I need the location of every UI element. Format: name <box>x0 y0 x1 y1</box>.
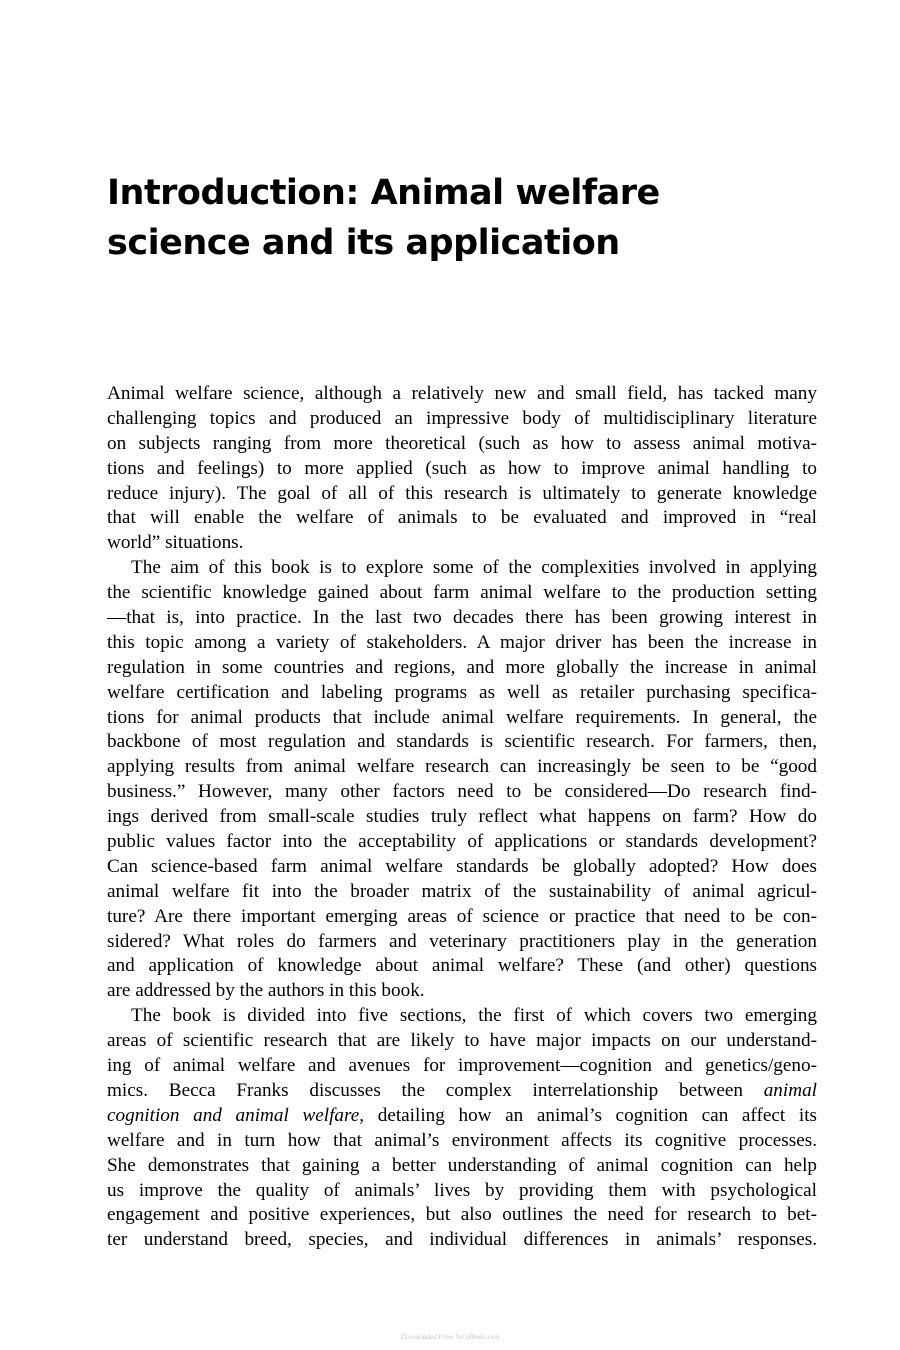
text-line: welfare certification and labeling programs as well as retailer purchasing specifica- <box>107 681 817 703</box>
text-line: The aim of this book is to explore some of the complexities involved in applying <box>131 557 817 579</box>
text-line: public values factor into the acceptability of applications or standards development? <box>107 831 817 853</box>
text-line: tions and feelings) to more applied (such as how to improve animal handling to <box>107 457 817 479</box>
text-line: —that is, into practice. In the last two decades there has been growing interest in <box>107 607 817 629</box>
text-line: applying results from animal welfare research can increasingly be seen to be “good <box>107 756 817 778</box>
chapter-title-line-2: science and its application <box>107 223 620 263</box>
text-line: reduce injury). The goal of all of this research is ultimately to generate knowledge <box>107 482 817 504</box>
text-line-with-italic <box>107 1079 817 1104</box>
chapter-title <box>107 168 807 268</box>
text-fragment: , detailing how an animal’s cognition can affect its <box>359 1104 817 1126</box>
text-line: business.” However, many other factors need to be considered—Do research find- <box>107 781 817 803</box>
text-line: this topic among a variety of stakeholders. A major driver has been the increase in <box>107 631 817 653</box>
text-line: on subjects ranging from more theoretical (such as how to assess animal motiva- <box>107 432 817 454</box>
body-text <box>107 382 817 1253</box>
text-fragment: mics. Becca Franks discusses the complex interrelationship between <box>107 1079 743 1101</box>
text-line: that will enable the welfare of animals to be evaluated and improved in “real <box>107 507 817 529</box>
text-line: challenging topics and produced an impressive body of multidisciplinary literature <box>107 407 817 429</box>
text-line: backbone of most regulation and standards is scientific research. For farmers, then, <box>107 731 817 753</box>
text-line: Animal welfare science, although a relatively new and small field, has tacked many <box>107 383 817 404</box>
text-line: ture? Are there important emerging areas of science or practice that need to be con- <box>107 905 817 927</box>
footer-watermark: Downloaded From Vet eBooks.com <box>400 1333 500 1341</box>
chapter-title-line-1: Introduction: Animal welfare <box>107 173 660 213</box>
italic-term: animal <box>763 1079 818 1101</box>
text-line: us improve the quality of animals’ lives by providing them with psychological <box>107 1179 817 1201</box>
text-line: animal welfare fit into the broader matrix of the sustainability of animal agricul- <box>107 880 817 902</box>
text-line: She demonstrates that gaining a better understanding of animal cognition can help <box>107 1154 817 1176</box>
text-line: engagement and positive experiences, but also outlines the need for research to bet- <box>107 1204 817 1226</box>
text-line: sidered? What roles do farmers and veterinary practitioners play in the generation <box>107 930 817 952</box>
text-line: the scientific knowledge gained about farm animal welfare to the production setting <box>107 582 817 604</box>
text-line: and application of knowledge about animal welfare? These (and other) questions <box>107 955 817 977</box>
text-line: world” situations. <box>107 532 244 554</box>
text-line: regulation in some countries and regions, and more globally the increase in animal <box>107 656 817 678</box>
text-line: The book is divided into five sections, the first of which covers two emerging <box>131 1005 817 1027</box>
italic-term: cognition and animal welfare <box>107 1104 360 1126</box>
text-line-with-italic <box>107 1104 817 1129</box>
text-line: are addressed by the authors in this book. <box>107 980 425 1002</box>
text-line: welfare and in turn how that animal’s environment affects its cognitive processes. <box>107 1129 817 1151</box>
text-line: areas of scientific research that are likely to have major impacts on our understand- <box>107 1030 817 1052</box>
text-line: tions for animal products that include animal welfare requirements. In general, the <box>107 706 817 728</box>
text-line: ings derived from small-scale studies truly reflect what happens on farm? How do <box>107 806 817 828</box>
text-line: ter understand breed, species, and individual differences in animals’ responses. <box>107 1229 817 1251</box>
text-line: ing of animal welfare and avenues for improvement—cognition and genetics/geno- <box>107 1055 817 1077</box>
text-line: Can science-based farm animal welfare standards be globally adopted? How does <box>107 855 817 877</box>
